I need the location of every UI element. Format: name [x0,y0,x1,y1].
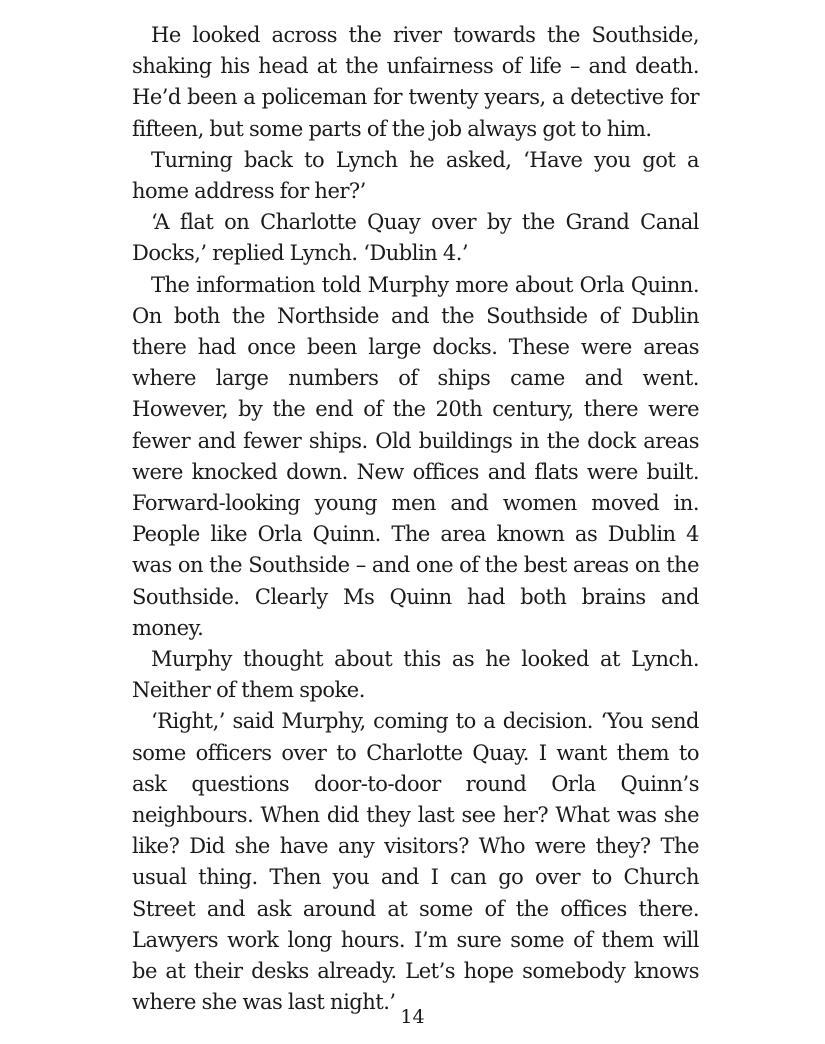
book-page-body [132,20,699,1019]
paragraph-2: Turning back to Lynch he asked, ‘Have you got a home address for her?’ [132,147,699,204]
paragraph-3: ‘A flat on Charlotte Quay over by the Grand Canal Docks,’ replied Lynch. ‘Dublin 4.’ [132,210,699,266]
page-number: 14 [400,1006,425,1028]
paragraph-1: He looked across the river towards the Southside, shaking his head at the unfairness of life – and death. He’d been a policeman for twenty years, a detective for fifteen, but some parts of the job always got to him. [132,23,699,141]
paragraph-6: ‘Right,’ said Murphy, coming to a decision. ‘You send some officers over to Charlotte Quay. I want them to ask questions door-to-door round Orla Quinn’s neighbours. When did they last see her? What was she like? Did she have any visitors? Who were they? The usual thing. Then you and I can go over to Church Street and ask around at some of the offices there. Lawyers work long hours. I’m sure some of them will be at their desks already. Let’s hope somebody knows where she was last night.’ [132,709,699,1015]
paragraph-5: Murphy thought about this as he looked at Lynch. Neither of them spoke. [132,647,699,703]
paragraph-4: The information told Murphy more about Orla Quinn. On both the Northside and the Southside of Dublin there had once been large docks. These were areas where large numbers of ships came and went. However, by the end of the 20th century, there were fewer and fewer ships. Old buildings in the dock areas were knocked down. New offices and flats were built. Forward-looking young men and women moved in. People like Orla Quinn. The area known as Dublin 4 was on the Southside – and one of the best areas on the Southside. Clearly Ms Quinn had both brains and money. [132,272,699,640]
